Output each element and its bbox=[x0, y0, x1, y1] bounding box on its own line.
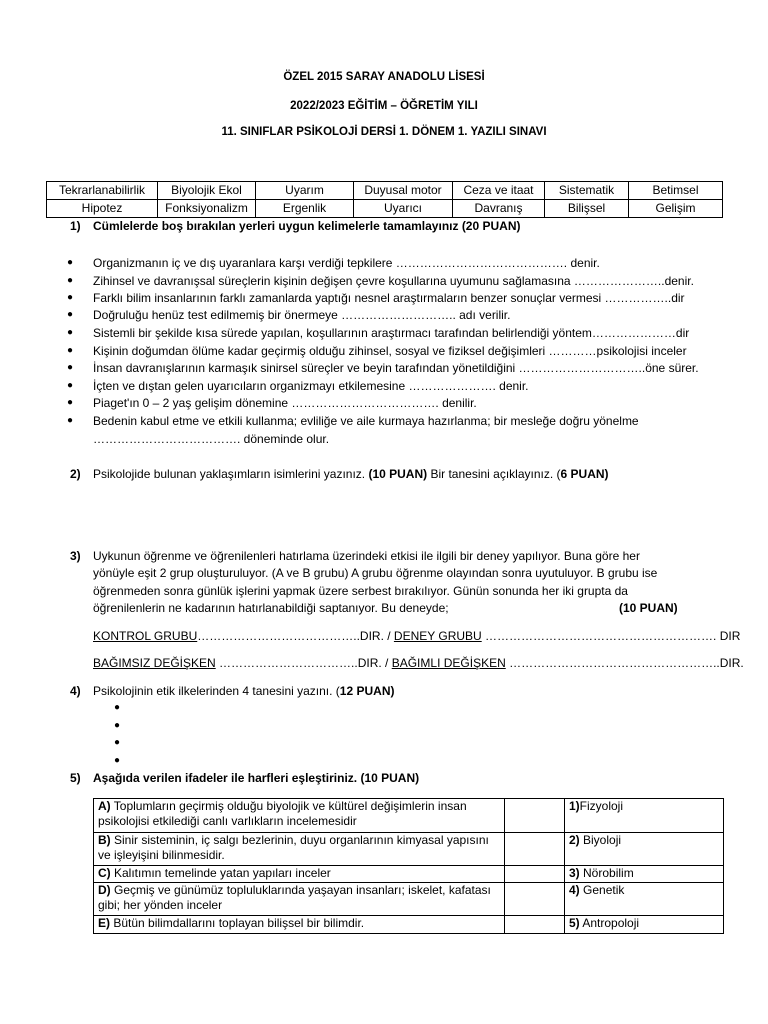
bullet-icon: ● bbox=[67, 380, 74, 391]
matching-row bbox=[94, 833, 724, 866]
word-cell: Ergenlik bbox=[256, 200, 354, 218]
answer-box[interactable] bbox=[505, 916, 565, 934]
matching-table bbox=[93, 798, 724, 934]
statement-cell: B) Sinir sisteminin, iç salgı bezlerinin, duyu organlarının kimyasal yapısını ve işleyişini bilinmesidir. bbox=[94, 833, 505, 866]
word-cell: Tekrarlanabilirlik bbox=[47, 182, 158, 200]
bullet-icon: ● bbox=[67, 397, 74, 408]
bullet-icon: ● bbox=[67, 415, 74, 426]
fill-blank-item: ● Kişinin doğumdan ölüme kadar geçirmiş olduğu zihinsel, sosyal ve fiziksel değişimleri …………psikolojisi inceler bbox=[67, 344, 687, 358]
question-3-line: Uykunun öğrenme ve öğrenilenleri hatırlama üzerindeki etkisi ile ilgili bir deney yapılıyor. Buna göre her bbox=[93, 549, 640, 563]
word-bank-row bbox=[47, 200, 723, 218]
question-5-number: 5) bbox=[70, 771, 81, 785]
question-5-text: Aşağıda verilen ifadeler ile harfleri eşleştiriniz. (10 PUAN) bbox=[93, 771, 420, 785]
question-1-number: 1) bbox=[70, 219, 81, 233]
matching-row bbox=[94, 883, 724, 916]
question-4-number: 4) bbox=[70, 684, 81, 698]
fill-blank-item: ● İnsan davranışlarının karmaşık sinirsel süreçler ve beyin tarafından yönetildiğini …………………………..öne sürer. bbox=[67, 361, 699, 375]
word-cell: Gelişim bbox=[629, 200, 723, 218]
fill-blank-item: ● Doğruluğu henüz test edilmemiş bir önermeye ……………………….. adı verilir. bbox=[67, 308, 511, 322]
school-title: ÖZEL 2015 SARAY ANADOLU LİSESİ bbox=[283, 71, 485, 83]
question-2-number: 2) bbox=[70, 467, 81, 481]
bullet-icon: ● bbox=[114, 702, 121, 713]
bullet-icon: ● bbox=[67, 257, 74, 268]
fill-blank-item: ● Farklı bilim insanlarının farklı zamanlarda yaptığı nesnel araştırmaların benzer sonuçlar vermesi ……………..dir bbox=[67, 291, 685, 305]
question-1-text: Cümlelerde boş bırakılan yerleri uygun kelimelerle tamamlayınız (20 PUAN) bbox=[93, 219, 521, 233]
fill-blank-item: ● Zihinsel ve davranışsal süreçlerin kişinin değişen çevre koşullarına uyumunu sağlamasına …………………..denir. bbox=[67, 274, 694, 288]
question-3-line: öğrenmeden sonra günlük işlerini yapmak üzere serbest bırakılıyor. Günün sonunda her iki grupta da bbox=[93, 584, 628, 598]
question-3-line: öğrenilenlerin ne kadarının hatırlanabildiği saptanıyor. Bu deneyde; bbox=[93, 601, 449, 615]
bullet-icon: ● bbox=[114, 737, 121, 748]
question-3-points: (10 PUAN) bbox=[619, 601, 678, 615]
answer-box[interactable] bbox=[505, 866, 565, 883]
word-cell: Ceza ve itaat bbox=[453, 182, 545, 200]
academic-year: 2022/2023 EĞİTİM – ÖĞRETİM YILI bbox=[290, 100, 478, 112]
fill-blank-item: ● Organizmanın iç ve dış uyaranlara karşı verdiği tepkilere ……………………………………. denir. bbox=[67, 256, 600, 270]
word-cell: Uyarım bbox=[256, 182, 354, 200]
statement-cell: E) Bütün bilimdallarını toplayan bilişsel bir bilimdir. bbox=[94, 916, 505, 934]
exam-title: 11. SINIFLAR PSİKOLOJİ DERSİ 1. DÖNEM 1. YAZILI SINAVI bbox=[221, 126, 547, 138]
option-cell: 4) Genetik bbox=[565, 883, 724, 916]
statement-cell: A) Toplumların geçirmiş olduğu biyolojik ve kültürel değişimlerin insan psikolojisi etkilediği canlı varlıkların incelemesidir bbox=[94, 799, 505, 833]
bullet-icon: ● bbox=[67, 345, 74, 356]
word-cell: Betimsel bbox=[629, 182, 723, 200]
fill-blank-item: ● Bedenin kabul etme ve etkili kullanma; evliliğe ve aile kurmaya hazırlanma; bir mesleğe doğru yönelme ………………………………. döneminde olur. bbox=[67, 414, 639, 446]
variables-line: BAĞIMSIZ DEĞİŞKEN ……………………………..DIR. / BAĞIMLI DEĞİŞKEN ……………………………………………..DIR. bbox=[93, 656, 744, 670]
fill-blank-item: ● İçten ve dıştan gelen uyarıcıların organizmayı etkilemesine …………………. denir. bbox=[67, 379, 529, 393]
statement-cell: D) Geçmiş ve günümüz topluluklarında yaşayan insanları; iskelet, kafatası gibi; her yönden inceler bbox=[94, 883, 505, 916]
word-bank-table bbox=[46, 181, 723, 218]
bullet-icon: ● bbox=[67, 292, 74, 303]
word-bank-row bbox=[47, 182, 723, 200]
fill-blank-item: ● Piaget'ın 0 – 2 yaş gelişim dönemine ………………………………. denilir. bbox=[67, 396, 477, 410]
fill-blank-item: ● Sistemli bir şekilde kısa sürede yapılan, koşullarının araştırmacı tarafından belirlendiği yöntem…………………dir bbox=[67, 326, 690, 340]
bullet-icon: ● bbox=[67, 309, 74, 320]
option-cell: 3) Nörobilim bbox=[565, 866, 724, 883]
statement-cell: C) Kalıtımın temelinde yatan yapıları inceler bbox=[94, 866, 505, 883]
matching-row bbox=[94, 799, 724, 833]
bullet-icon: ● bbox=[67, 362, 74, 373]
word-cell: Biyolojik Ekol bbox=[158, 182, 256, 200]
word-cell: Uyarıcı bbox=[354, 200, 453, 218]
word-cell: Sistematik bbox=[545, 182, 629, 200]
word-cell: Hipotez bbox=[47, 200, 158, 218]
word-cell: Duyusal motor bbox=[354, 182, 453, 200]
option-cell: 1)Fizyoloji bbox=[565, 799, 724, 833]
bullet-icon: ● bbox=[114, 755, 121, 766]
question-2-text: Psikolojide bulunan yaklaşımların isimlerini yazınız. (10 PUAN) Bir tanesini açıklayınız. (6 PUAN) bbox=[93, 467, 609, 481]
control-experiment-groups: KONTROL GRUBU…………………………………..DIR. / DENEY GRUBU …………………………………………………. DIR bbox=[93, 629, 741, 643]
option-cell: 2) Biyoloji bbox=[565, 833, 724, 866]
question-3-number: 3) bbox=[70, 549, 81, 563]
question-3-line: yönüyle eşit 2 grup oluşturuluyor. (A ve B grubu) A grubu öğrenme olayından sonra uyutuluyor. B grubu ise bbox=[93, 566, 658, 580]
word-cell: Bilişsel bbox=[545, 200, 629, 218]
answer-box[interactable] bbox=[505, 799, 565, 833]
question-4-text: Psikolojinin etik ilkelerinden 4 tanesini yazını. (12 PUAN) bbox=[93, 684, 395, 698]
matching-row bbox=[94, 916, 724, 934]
bullet-icon: ● bbox=[67, 275, 74, 286]
answer-box[interactable] bbox=[505, 883, 565, 916]
word-cell: Fonksiyonalizm bbox=[158, 200, 256, 218]
option-cell: 5) Antropoloji bbox=[565, 916, 724, 934]
bullet-icon: ● bbox=[67, 327, 74, 338]
bullet-icon: ● bbox=[114, 720, 121, 731]
word-cell: Davranış bbox=[453, 200, 545, 218]
answer-box[interactable] bbox=[505, 833, 565, 866]
matching-row bbox=[94, 866, 724, 883]
